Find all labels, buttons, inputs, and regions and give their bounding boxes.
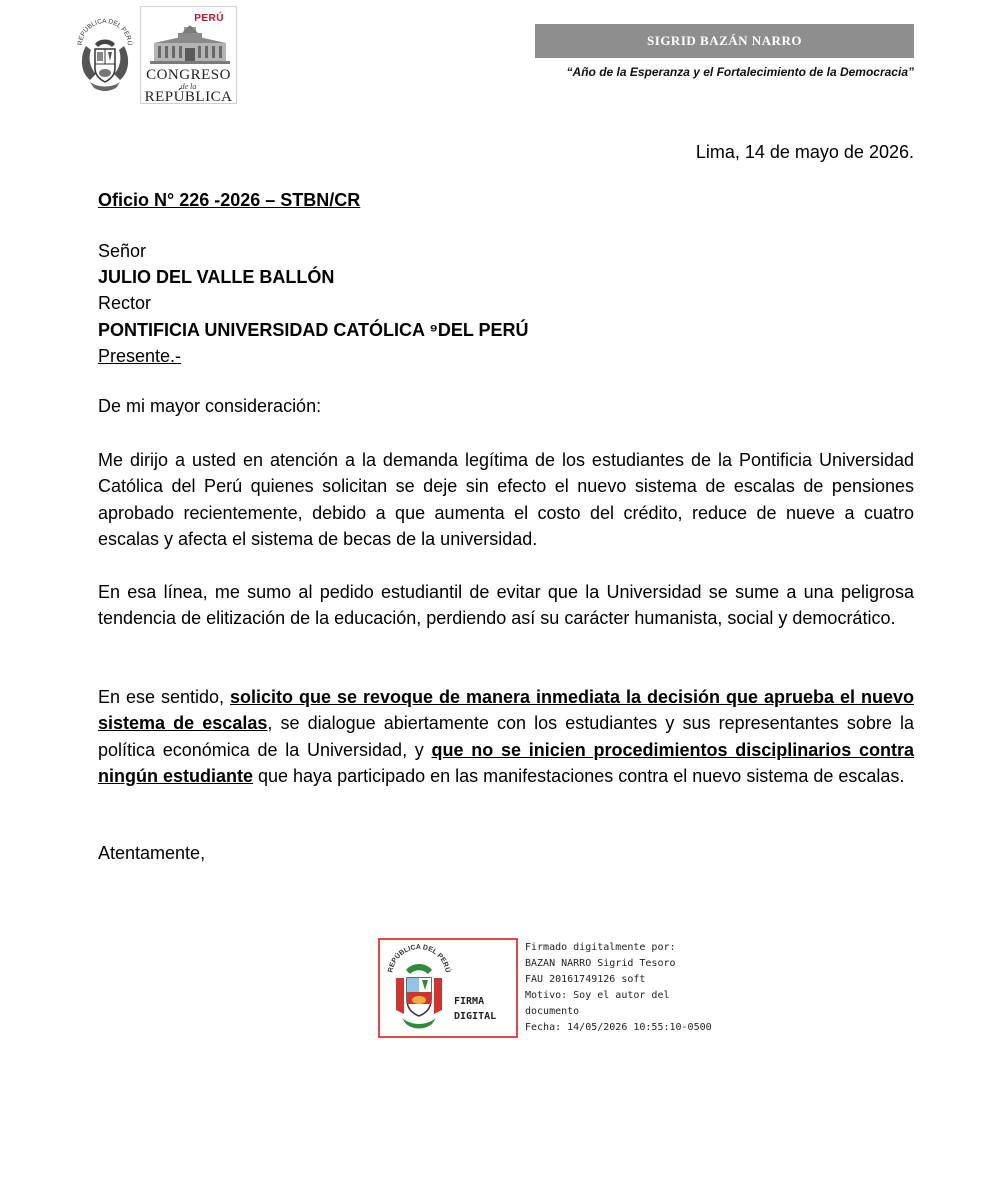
congreso-country-label: PERÚ [194, 13, 224, 24]
congreso-word: CONGRESO [146, 67, 231, 83]
paragraph-2: En esa línea, me sumo al pedido estudiantil de evitar que la Universidad se sume a una peligrosa tendencia de elitización de la educación, perdiendo así su carácter humanista, social y democrático. [98, 582, 914, 629]
congress-building-icon [148, 21, 232, 65]
digital-word: DIGITAL [454, 1011, 497, 1022]
paragraph-3 [98, 684, 914, 790]
salutation: Señor [98, 241, 147, 261]
greeting: De mi mayor consideración: [98, 396, 322, 416]
svg-text:REPÚBLICA DEL PERÚ: REPÚBLICA DEL PERÚ [387, 944, 451, 974]
signature-line-4: Motivo: Soy el autor del [525, 990, 670, 1001]
svg-text:REPÚBLICA DEL PERÚ: REPÚBLICA DEL PERÚ [76, 17, 134, 46]
signature-line-5: documento [525, 1006, 580, 1017]
paragraph-1: Me dirijo a usted en atención a la demanda legítima de los estudiantes de la Pontificia Universidad Católica del Perú quienes solicitan se deje sin efecto el nuevo sistema de escalas de pensiones aprobado recientemente, debido a que aumenta el costo del crédito, reduce de nueve a cuatro escalas y afecta el sistema de becas de la universidad. [98, 450, 914, 550]
signature-line-2: BAZAN NARRO Sigrid Tesoro [525, 958, 676, 969]
sender-name-banner: SIGRID BAZÁN NARRO [535, 24, 914, 58]
signature-line-1: Firmado digitalmente por: [525, 942, 676, 953]
congreso-republica-word: REPÚBLICA [144, 89, 233, 105]
recipient-title: Rector [98, 293, 152, 314]
recipient-name: JULIO DEL VALLE BALLÓN [98, 267, 335, 288]
paragraph-3-request-revoke: solicito que se revoque de manera inmediata la decisión que aprueba el nuevo sistema de escalas [98, 687, 914, 734]
peru-coat-of-arms-icon [384, 944, 454, 1034]
closing: Atentamente, [98, 843, 206, 863]
congreso-de-la: de la [180, 82, 197, 91]
digital-signature-details [525, 940, 712, 1036]
signature-line-6: Fecha: 14/05/2026 10:55:10-0500 [525, 1022, 712, 1033]
firma-digital-label [454, 994, 496, 1024]
congreso-logo [140, 6, 237, 104]
paragraph-3-middle: , se dialogue abiertamente con los estudiantes y sus representantes sobre la política económica de la Universidad, y [98, 713, 914, 760]
recipient-block [98, 238, 529, 369]
paragraph-3-request-no-discipline: que no se inicien procedimientos disciplinarios contra ningún estudiante [98, 739, 914, 787]
digital-signature-stamp [378, 938, 518, 1038]
paragraph-3-intro: En ese sentido, [98, 687, 231, 707]
firma-word: FIRMA [454, 996, 485, 1007]
peru-seal-logo [76, 16, 134, 96]
presente-label: Presente.- [98, 345, 182, 366]
paragraph-3-end: que haya participado en las manifestaciones contra el nuevo sistema de escalas. [253, 766, 905, 787]
peru-coat-of-arms-icon [76, 16, 134, 96]
year-motto: “Año de la Esperanza y el Fortalecimiento de la Democracia” [566, 65, 914, 79]
recipient-institution: PONTIFICIA UNIVERSIDAD CATÓLICA ⁹DEL PERÚ [98, 319, 529, 340]
letter-reference: Oficio N° 226 -2026 – STBN/CR [98, 190, 361, 210]
letter-date: Lima, 14 de mayo de 2026. [695, 142, 914, 162]
signature-line-3: FAU 20161749126 soft [525, 974, 646, 985]
